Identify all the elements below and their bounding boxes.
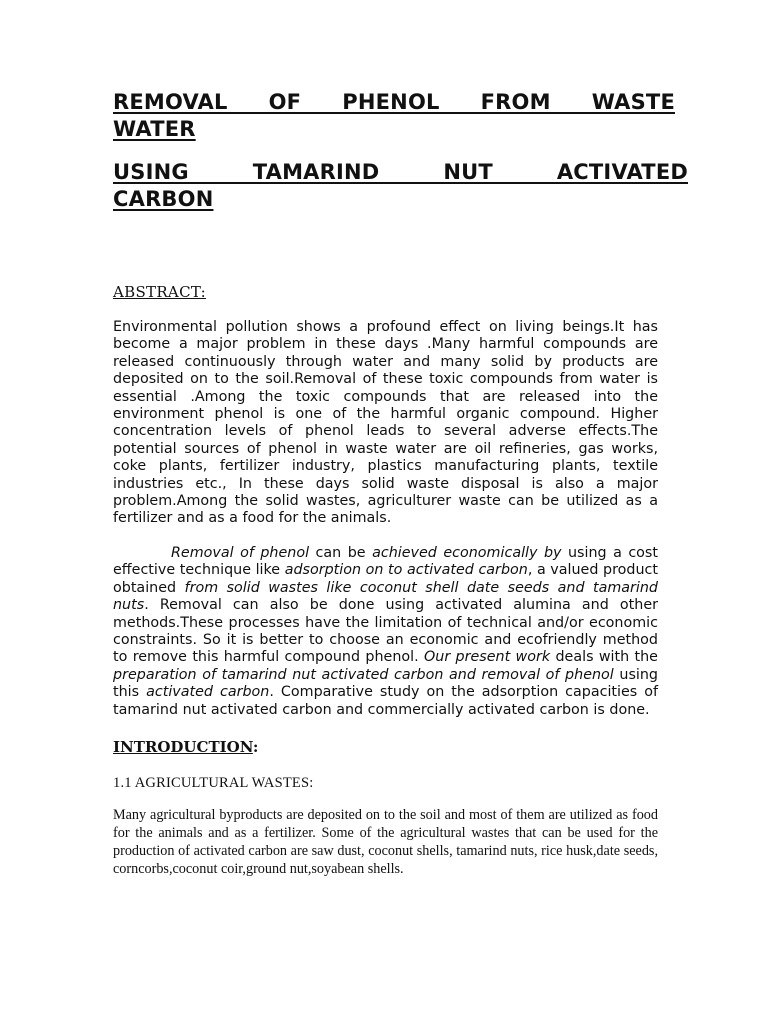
abstract-span: preparation of tamarind nut activated carbon and removal of phenol	[113, 666, 614, 683]
abstract-heading: ABSTRACT:	[113, 283, 206, 301]
document-page	[113, 88, 688, 878]
title-2-first-row: USING TAMARIND NUT ACTIVATED	[113, 160, 688, 184]
abstract-span: , a valued product obtained	[113, 562, 658, 596]
abstract-span: . Comparative study on the adsorption capacities of tamarind nut activated carbon and commercially activated carbon is done.	[113, 684, 659, 718]
introduction-heading-colon: :	[252, 737, 259, 756]
abstract-span: adsorption on to activated carbon	[284, 562, 528, 579]
abstract-span: deals with the	[550, 649, 658, 666]
abstract-span: Our present work	[424, 649, 551, 666]
abstract-paragraph-2	[113, 545, 658, 719]
title-2-second-row: CARBON	[113, 187, 214, 211]
abstract-span: using a cost effective technique like	[113, 544, 658, 579]
abstract-span: achieved economically by	[372, 544, 562, 561]
document-title-line-1	[113, 89, 675, 143]
abstract-span: activated carbon	[146, 684, 270, 701]
document-title-line-2	[113, 159, 688, 213]
introduction-heading-text: INTRODUCTION	[113, 737, 253, 756]
title-1-second-row: WATER	[113, 117, 196, 141]
introduction-heading	[113, 738, 658, 756]
abstract-span: from solid wastes like coconut shell date seeds and tamarind nuts	[113, 579, 658, 614]
title-1-first-row: REMOVAL OF PHENOL FROM WASTE	[113, 90, 675, 114]
abstract-paragraph-1: Environmental pollution shows a profound effect on living beings.It has become a major problem in these days .Many harmful compounds are released continuously through water and many solid by products are deposited on to the soil.Removal of these toxic compounds from water is essential .Among the toxic compounds that are released into the environment phenol is one of the harmful organic compound. Higher concentration levels of phenol leads to several adverse effects.The potential sources of phenol in waste water are oil refineries, gas works, coke plants, fertilizer industry, plastics manufacturing plants, textile industries etc., In these days solid waste disposal is also a major problem.Among the solid wastes, agriculturer waste can be utilized as a fertilizer and as a food for the animals.	[113, 319, 658, 527]
abstract-span: Removal of phenol	[171, 544, 310, 561]
section-heading-agricultural-wastes: 1.1 AGRICULTURAL WASTES:	[113, 774, 314, 791]
abstract-span: using this	[113, 666, 658, 701]
abstract-span: . Removal can also be done using activated alumina and other methods.These processes have the limitation of technical and/or economic constraints. So it is better to choose an economic and ecofriendly method to remove this harmful compound phenol.	[113, 597, 658, 666]
abstract-span: can be	[309, 544, 373, 561]
introduction-paragraph: Many agricultural byproducts are deposited on to the soil and most of them are utilized as food for the animals and as a fertilizer. Some of the agricultural wastes that can be used for the production of activated carbon are saw dust, coconut shells, tamarind nuts, rice husk,date seeds, corncorbs,coconut coir,ground nut,soyabean shells.	[113, 806, 658, 877]
